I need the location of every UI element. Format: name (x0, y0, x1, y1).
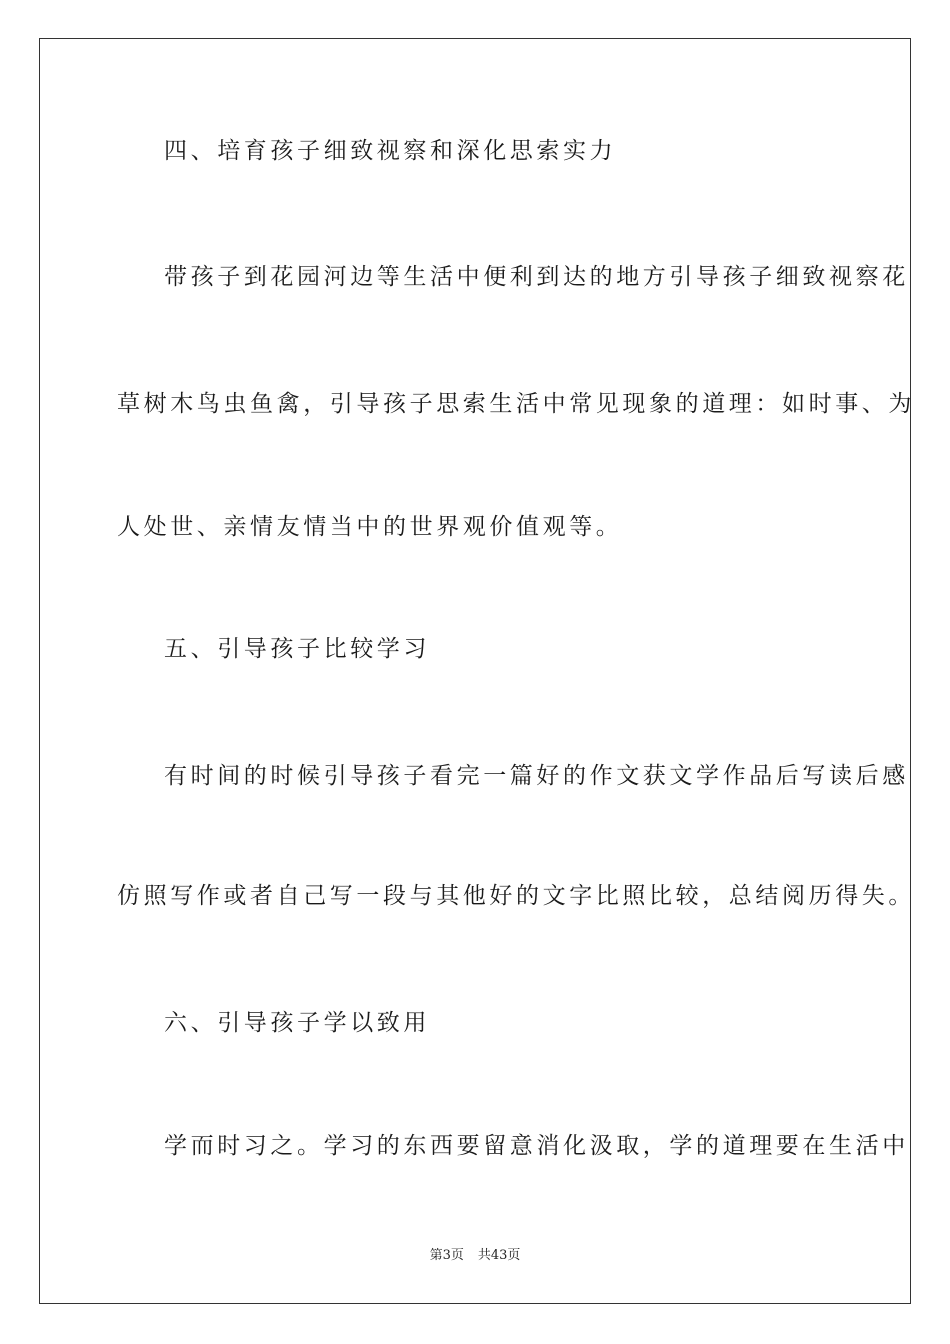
paragraph-line: 人处世、亲情友情当中的世界观价值观等。 (117, 514, 623, 540)
paragraph-line: 有时间的时候引导孩子看完一篇好的作文获文学作品后写读后感 (164, 763, 909, 789)
paragraph-line: 学而时习之。学习的东西要留意消化汲取，学的道理要在生活中 (164, 1133, 909, 1159)
page-total: 共43页 (477, 1248, 521, 1263)
paragraph-line: 带孩子到花园河边等生活中便利到达的地方引导孩子细致视察花 (164, 264, 909, 290)
page-footer (0, 1248, 950, 1264)
paragraph-line: 草树木鸟虫鱼禽，引导孩子思索生活中常见现象的道理：如时事、为 (117, 391, 915, 417)
page-border (39, 38, 915, 1304)
page-number: 第3页 (429, 1248, 464, 1263)
section-heading-5: 五、引导孩子比较学习 (164, 636, 430, 662)
section-heading-4: 四、培育孩子细致视察和深化思索实力 (164, 138, 617, 164)
section-heading-6: 六、引导孩子学以致用 (164, 1010, 430, 1036)
paragraph-line: 仿照写作或者自己写一段与其他好的文字比照比较，总结阅历得失。 (117, 883, 915, 909)
